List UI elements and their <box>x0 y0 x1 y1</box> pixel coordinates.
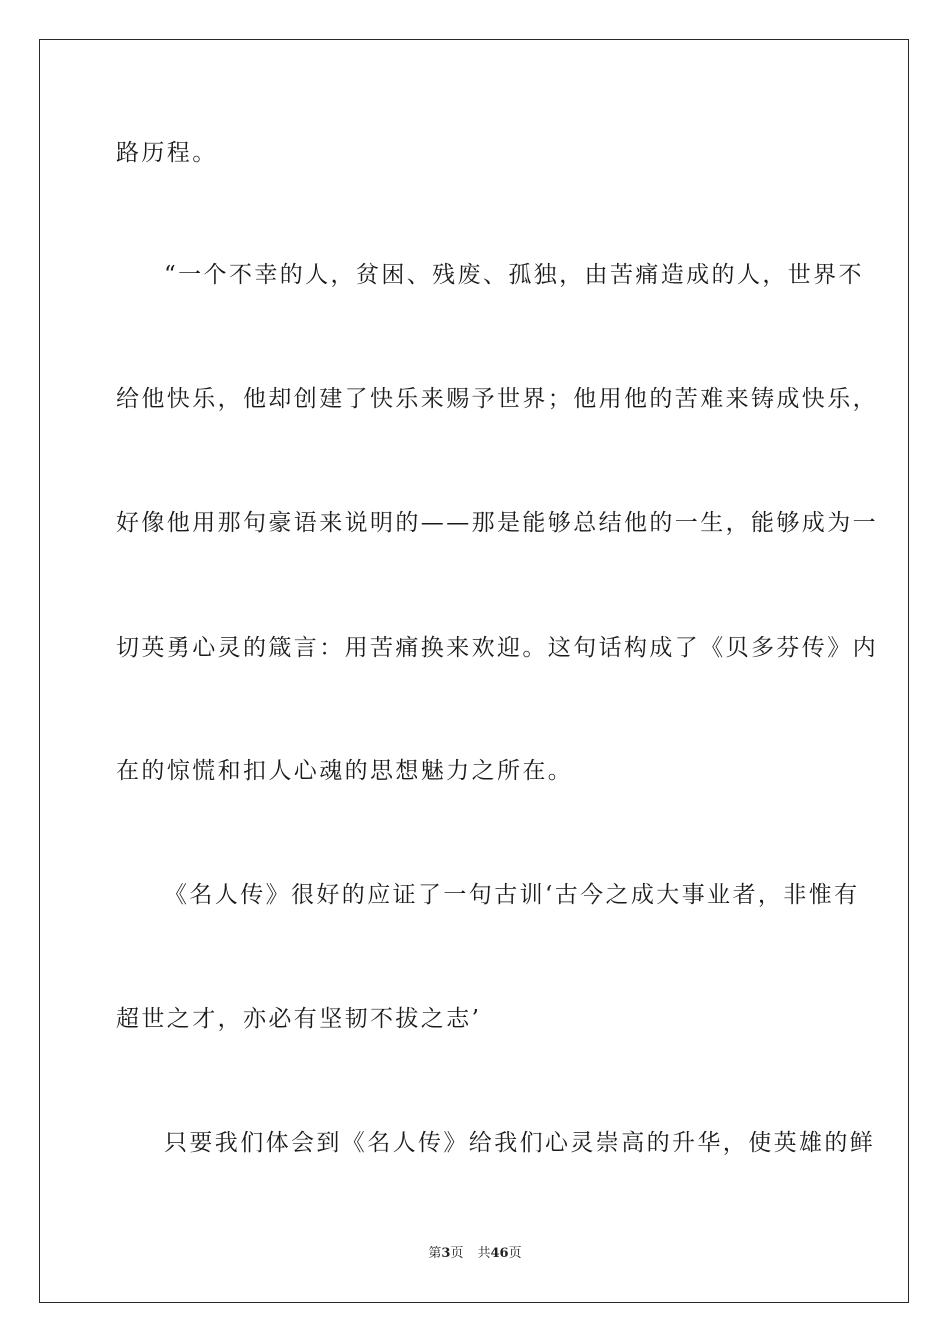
paragraph-line: “一个不幸的人，贫困、残废、孤独，由苦痛造成的人，世界不 <box>164 262 864 288</box>
total-page-number: 46 <box>490 1246 509 1261</box>
paragraph-line: 切英勇心灵的箴言：用苦痛换来欢迎。这句话构成了《贝多芬传》内 <box>116 635 878 661</box>
paragraph-line: 超世之才，亦必有坚韧不拔之志’ <box>116 1006 482 1032</box>
paragraph-line: 好像他用那句豪语来说明的——那是能够总结他的一生，能够成为一 <box>116 510 878 536</box>
total-prefix: 共 <box>477 1246 491 1261</box>
total-suffix: 页 <box>508 1246 522 1261</box>
paragraph-line: 给他快乐，他却创建了快乐来赐予世界；他用他的苦难来铸成快乐， <box>116 386 878 412</box>
page-prefix: 第 <box>428 1246 442 1261</box>
page-border <box>39 39 909 1303</box>
current-page-number: 3 <box>441 1246 451 1261</box>
page-footer <box>0 1245 950 1263</box>
paragraph-line: 路历程。 <box>116 140 218 166</box>
paragraph-line: 在的惊慌和扣人心魂的思想魅力之所在。 <box>116 758 574 784</box>
paragraph-line: 只要我们体会到《名人传》给我们心灵崇高的升华，使英雄的鲜 <box>164 1130 876 1156</box>
page-suffix: 页 <box>450 1246 464 1261</box>
paragraph-line: 《名人传》很好的应证了一句古训‘古今之成大事业者，非惟有 <box>164 882 860 908</box>
